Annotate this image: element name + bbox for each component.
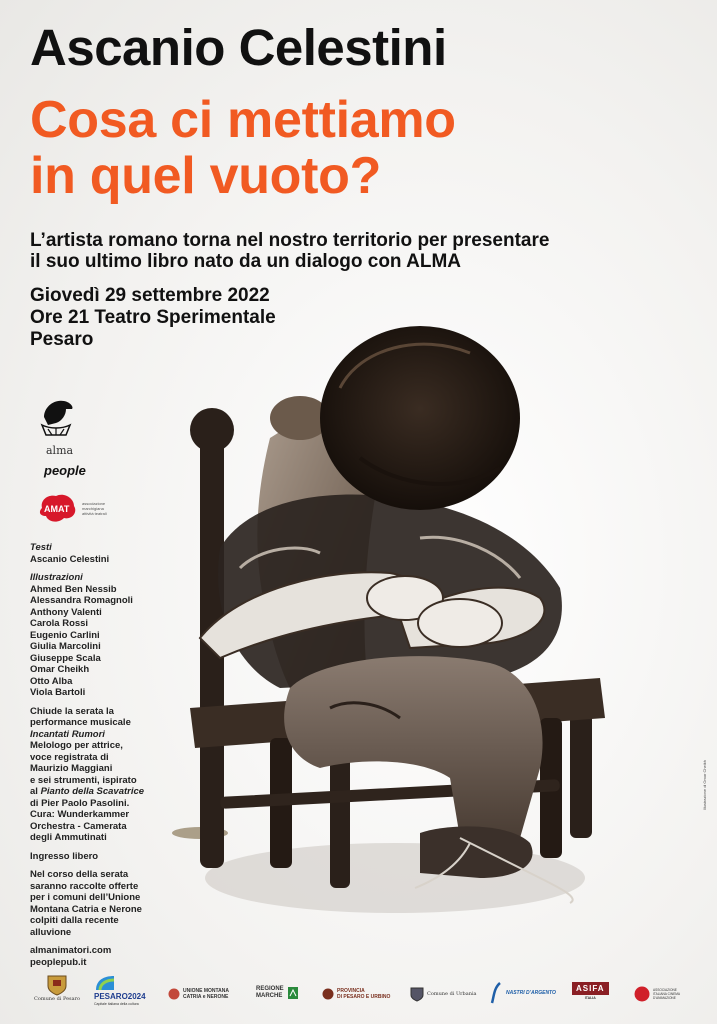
performance-line: al xyxy=(30,786,41,797)
urbania-crest-icon xyxy=(410,986,424,1002)
left-logos xyxy=(36,395,116,524)
illustrator-name: Eugenio Carlini xyxy=(30,629,100,641)
donation-line: colpiti dalla recente xyxy=(30,915,119,926)
logo-subtext: ITALIA xyxy=(584,996,596,1000)
performance-line: Orchestra - Camerata xyxy=(30,820,127,832)
people-logo: people xyxy=(44,463,86,478)
logo-text: Comune di Pesaro xyxy=(34,996,81,1002)
logo-comune-pesaro xyxy=(34,972,80,1002)
illustrator-name: Viola Bartoli xyxy=(30,687,86,698)
lead-text xyxy=(30,230,650,272)
illustrator-name: Otto Alba xyxy=(30,675,73,687)
illustrator-name: Anthony Valenti xyxy=(30,606,102,618)
logo-text: NASTRI D’ARGENTO xyxy=(506,990,556,996)
website-link-people[interactable]: peoplepub.it xyxy=(30,956,87,968)
logo-nastri-argento xyxy=(490,982,556,1004)
performance-line: di Pier Paolo Pasolini. xyxy=(30,797,130,809)
performance-line: voce registrata di xyxy=(30,751,109,763)
pasolini-work-title: Pianto della Scavatrice xyxy=(40,786,145,797)
regione-marche-icon xyxy=(287,986,299,1000)
performance-line: performance musicale xyxy=(30,717,131,728)
logo-text: PROVINCIA xyxy=(337,988,365,994)
performance-line: degli Ammutinati xyxy=(30,832,107,843)
logo-text: Comune di Urbania xyxy=(427,991,477,997)
illustrator-name: Giulia Marcolini xyxy=(30,641,101,652)
author-name: Ascanio Celestini xyxy=(30,19,447,76)
performance-line: e sei strumenti, ispirato xyxy=(30,774,137,786)
logo-subtext: Capitale italiana della cultura xyxy=(94,1002,139,1006)
illustrator-name: Alessandra Romagnoli xyxy=(30,595,133,606)
illustrator-name: Carola Rossi xyxy=(30,618,89,629)
logo-text: PESARO2024 xyxy=(94,992,146,1001)
nastri-ribbon-icon xyxy=(490,982,504,1004)
provincia-crest-icon xyxy=(322,988,334,1000)
illustrations-credit xyxy=(30,572,170,699)
event-title-line: in quel vuoto? xyxy=(30,147,382,205)
alma-logo-text: alma xyxy=(46,444,74,457)
logo-regione-marche xyxy=(256,986,299,1000)
logo-text: CATRIA e NERONE xyxy=(183,994,229,1000)
sponsor-logos xyxy=(0,968,717,1018)
amat-logo-text: AMAT xyxy=(44,504,70,514)
donation-line: Nel corso della serata xyxy=(30,869,129,880)
event-time-venue: Ore 21 Teatro Sperimentale xyxy=(30,307,276,328)
amat-splash-icon xyxy=(36,492,80,524)
logo-provincia xyxy=(322,988,390,1000)
logo-asifa xyxy=(572,982,609,1001)
logo-text: ASSOCIAZIONE ITALIANA CINEMA D’ANIMAZIONE xyxy=(653,988,680,1000)
credit-label: Testi xyxy=(30,542,52,553)
performance-line: Chiude la serata la xyxy=(30,705,114,717)
logo-text: MARCHE xyxy=(256,993,283,999)
event-title xyxy=(30,92,456,204)
lead-line: L’artista romano torna nel nostro territorio per presentare xyxy=(30,230,550,251)
illustrator-name: Omar Cheikh xyxy=(30,664,90,675)
performance-title: Incantati Rumori xyxy=(30,728,105,740)
lead-line: il suo ultimo libro nato da un dialogo con ALMA xyxy=(30,251,461,272)
illustrator-name: Ahmed Ben Nessib xyxy=(30,583,117,595)
alma-crow-icon xyxy=(36,395,76,439)
illustrator-name: Giuseppe Scala xyxy=(30,652,101,664)
donation-line: per i comuni dell’Unione xyxy=(30,892,141,903)
performance-info xyxy=(30,706,170,844)
unione-montana-icon xyxy=(168,988,180,1000)
logo-unione-montana xyxy=(168,988,229,1000)
pesaro2024-icon xyxy=(94,974,116,992)
donation-info xyxy=(30,869,170,938)
performance-line: Cura: Wunderkammer xyxy=(30,809,130,820)
logo-text: DI PESARO E URBINO xyxy=(337,994,391,1000)
logo-text: REGIONE xyxy=(256,986,284,992)
logo-comune-urbania xyxy=(410,986,477,1002)
event-city: Pesaro xyxy=(30,329,94,350)
admission-text: Ingresso libero xyxy=(30,850,99,862)
logo-associazione xyxy=(634,986,687,1002)
donation-line: saranno raccolte offerte xyxy=(30,880,139,892)
texts-credit xyxy=(30,542,170,565)
logo-text: UNIONE MONTANA xyxy=(183,988,230,994)
website-link-alma[interactable]: almanimatori.com xyxy=(30,945,112,956)
amat-logo xyxy=(36,492,116,524)
logo-pesaro2024 xyxy=(94,974,146,1007)
performance-line: Maurizio Maggiani xyxy=(30,763,113,774)
illustration-credit: Illustrazione di Omar Cheikh xyxy=(702,760,707,811)
admission-info xyxy=(30,851,170,863)
web-links xyxy=(30,945,170,968)
donation-line: Montana Catria e Nerone xyxy=(30,903,142,915)
amat-tagline: associazione marchigiana attività teatrali xyxy=(82,500,107,516)
credit-label: Illustrazioni xyxy=(30,572,83,583)
performance-line: Melologo per attrice, xyxy=(30,740,123,751)
association-circle-icon xyxy=(634,986,650,1002)
donation-line: alluvione xyxy=(30,926,72,938)
event-title-line: Cosa ci mettiamo xyxy=(30,91,456,149)
child-on-chair-illustration xyxy=(160,318,630,948)
pesaro-crest-icon xyxy=(46,972,68,996)
credits-column xyxy=(30,542,170,975)
logo-text: ASIFA xyxy=(572,982,609,995)
event-date: Giovedì 29 settembre 2022 xyxy=(30,285,270,306)
credit-value: Ascanio Celestini xyxy=(30,553,110,565)
